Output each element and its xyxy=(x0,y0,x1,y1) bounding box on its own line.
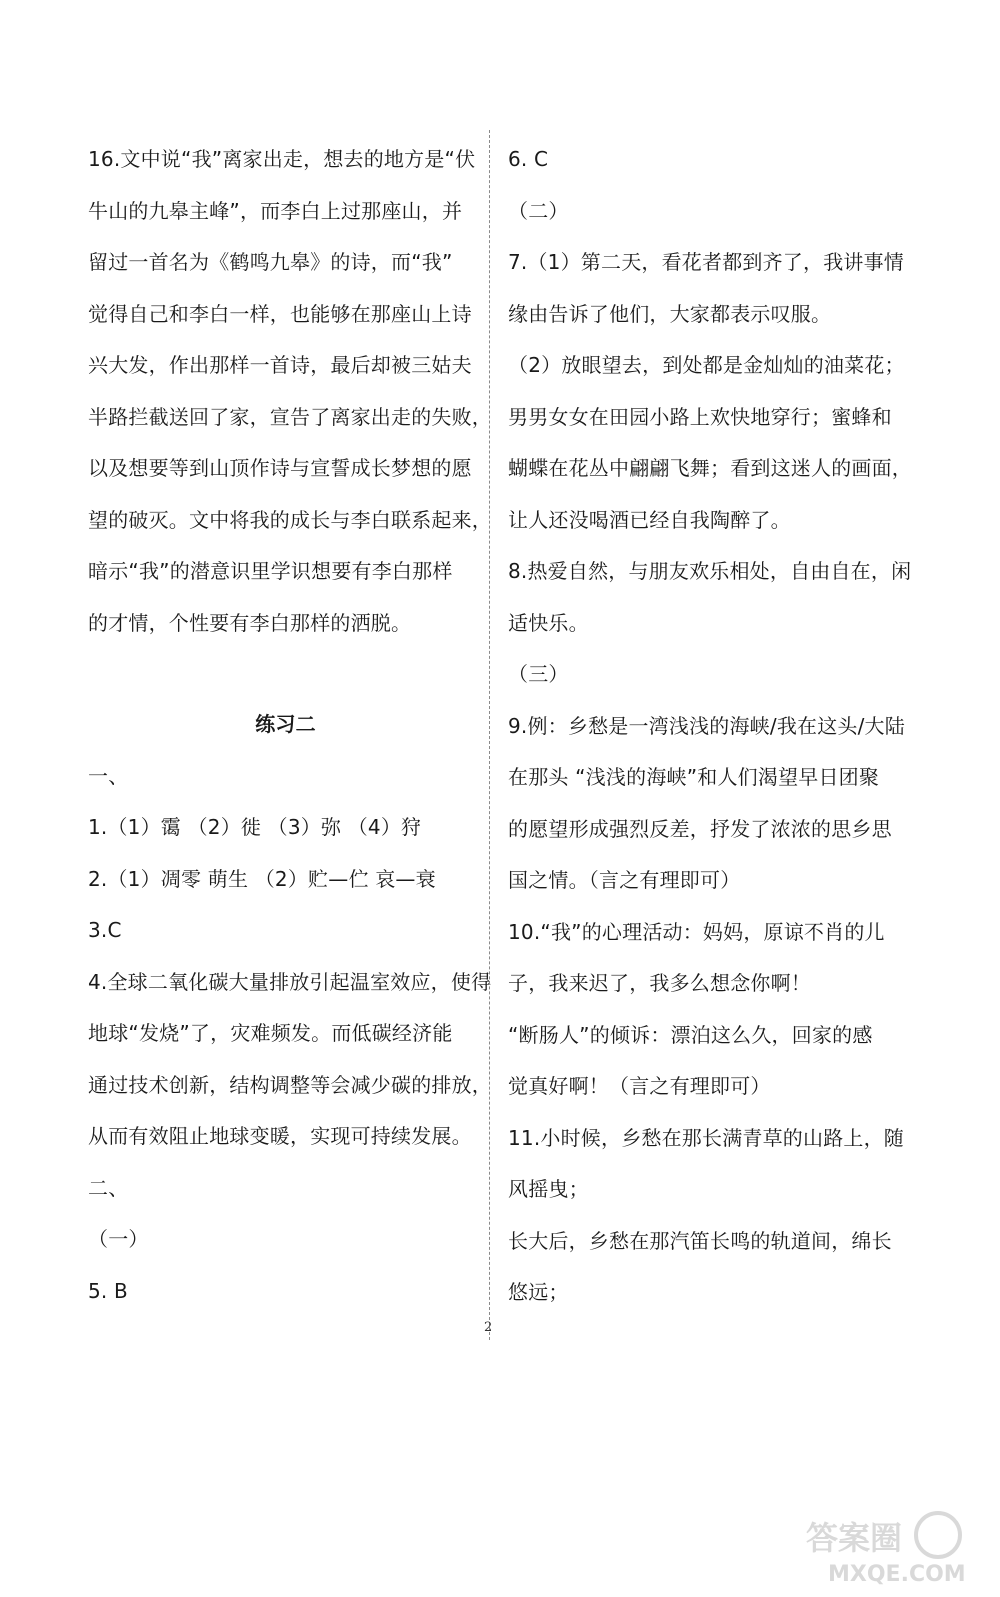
text-line: 兴大发，作出那样一首诗，最后却被三姑夫 xyxy=(88,353,472,377)
text-line: 8.热爱自然，与朋友欢乐相处，自由自在，闲 xyxy=(508,559,912,583)
text-line: （三） xyxy=(508,662,569,686)
text-line: 悠远； xyxy=(508,1280,569,1304)
text-line: 国之情。（言之有理即可） xyxy=(508,868,741,892)
text-line: 10.“我”的心理活动：妈妈，原谅不肖的儿 xyxy=(508,919,885,944)
text-line: 地球“发烧”了，灾难频发。而低碳经济能 xyxy=(88,1021,453,1045)
text-line: 望的破灭。文中将我的成长与李白联系起来， xyxy=(88,507,492,532)
text-line: 4.全球二氧化碳大量排放引起温室效应，使得 xyxy=(88,969,492,994)
text-line: 的才情，个性要有李白那样的洒脱。 xyxy=(88,610,412,635)
section-title: 练习二 xyxy=(255,712,316,736)
watermark-text: 答案圈 xyxy=(806,1519,903,1557)
text-line: 1.（1）霭 （2）徙 （3）弥 （4）狩 xyxy=(88,815,422,839)
text-line: 二、 xyxy=(88,1175,129,1200)
text-line: 一、 xyxy=(88,763,129,788)
exercise-two-block xyxy=(88,751,492,1318)
watermark-logo xyxy=(798,1507,978,1587)
text-line: （二） xyxy=(508,198,569,223)
column-divider xyxy=(489,130,490,1340)
text-line: （一） xyxy=(88,1227,149,1251)
watermark-url: MXQE.COM xyxy=(828,1562,966,1587)
answer-16-block xyxy=(88,134,492,649)
text-line: 让人还没喝酒已经自我陶醉了。 xyxy=(508,507,791,532)
text-line: 通过技术创新，结构调整等会减少碳的排放， xyxy=(88,1072,492,1097)
text-line: 5. B xyxy=(88,1278,128,1303)
text-line: 长大后，乡愁在那汽笛长鸣的轨道间，绵长 xyxy=(508,1228,892,1253)
text-line: 留过一首名为《鹤鸣九皋》的诗，而“我” xyxy=(88,250,453,274)
text-line: 子，我来迟了，我多么想念你啊！ xyxy=(508,971,811,995)
text-line: 3.C xyxy=(88,918,122,942)
text-line: “断肠人”的倾诉：漂泊这么久，回家的感 xyxy=(508,1022,873,1047)
text-line: 蝴蝶在花丛中翩翩飞舞；看到这迷人的画面， xyxy=(508,456,912,480)
text-line: 觉得自己和李白一样，也能够在那座山上诗 xyxy=(88,301,472,326)
right-column xyxy=(508,134,912,1319)
text-line: 9.例：乡愁是一湾浅浅的海峡/我在这头/大陆 xyxy=(508,713,905,738)
text-line: 从而有效阻止地球变暖，实现可持续发展。 xyxy=(88,1124,472,1148)
text-line: 风摇曳； xyxy=(508,1177,589,1201)
text-line: 16.文中说“我”离家出走，想去的地方是“伏 xyxy=(88,147,476,171)
text-line: 以及想要等到山顶作诗与宣誓成长梦想的愿 xyxy=(88,456,472,480)
text-line: 2.（1）凋零 萌生 （2）贮—伫 哀—衰 xyxy=(88,866,436,891)
text-line: 7.（1）第二天，看花者都到齐了，我讲事情 xyxy=(508,250,905,274)
text-line: 11.小时候，乡愁在那长满青草的山路上，随 xyxy=(508,1125,905,1150)
text-line: 暗示“我”的潜意识里学识想要有李白那样 xyxy=(88,559,453,583)
text-line: 男男女女在田园小路上欢快地穿行；蜜蜂和 xyxy=(508,404,892,429)
text-line: 觉真好啊！（言之有理即可） xyxy=(508,1074,771,1098)
text-line: 适快乐。 xyxy=(508,610,589,635)
text-line: 在那头 “浅浅的海峡”和人们渴望早日团聚 xyxy=(508,765,880,789)
text-line: 半路拦截送回了家，宣告了离家出走的失败， xyxy=(88,404,492,429)
text-line: 的愿望形成强烈反差，抒发了浓浓的思乡思 xyxy=(508,816,892,841)
page-number: 2 xyxy=(484,1320,493,1335)
text-line: （2）放眼望去，到处都是金灿灿的油菜花； xyxy=(508,353,905,377)
left-column xyxy=(88,134,492,1317)
text-line: 牛山的九皋主峰”，而李白上过那座山，并 xyxy=(88,198,463,223)
text-line: 缘由告诉了他们，大家都表示叹服。 xyxy=(508,301,832,326)
text-line: 6. C xyxy=(508,147,549,171)
